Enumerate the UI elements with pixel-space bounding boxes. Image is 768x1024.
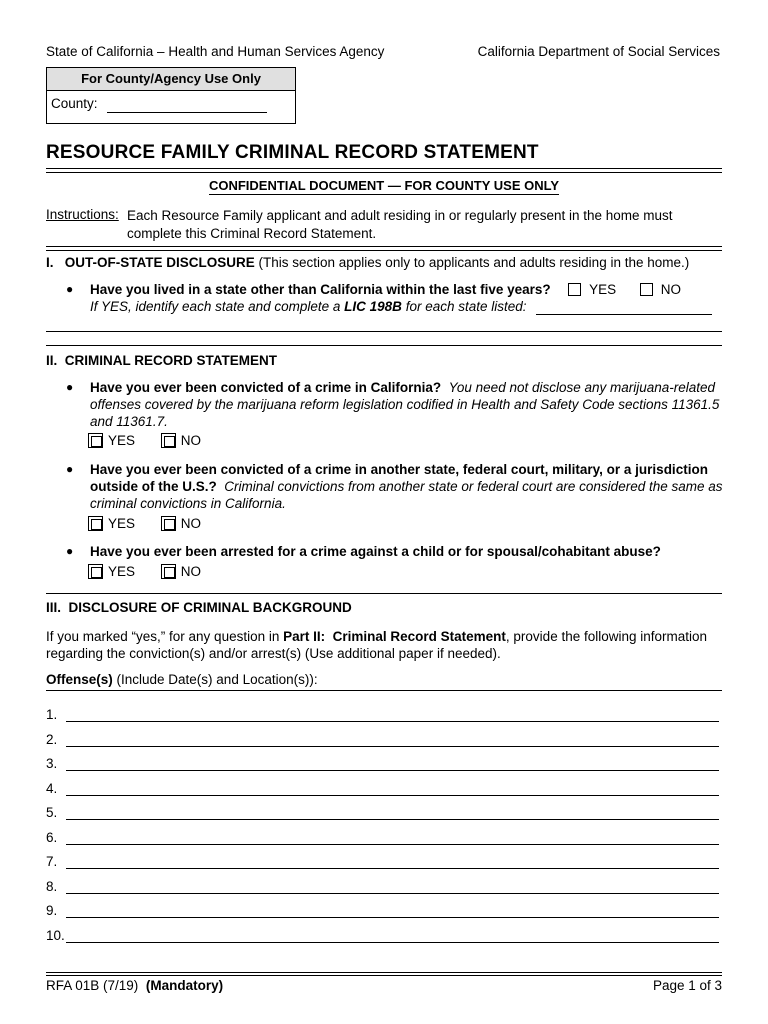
offense-input-line[interactable]: [66, 721, 719, 722]
lived-no-option[interactable]: NO: [640, 282, 681, 297]
title-rule: [46, 168, 722, 169]
county-field[interactable]: [47, 91, 295, 117]
question-other-conviction: Have you ever been convicted of a crime in another state, federal court, military, or a jurisdiction outside of the U.S.? Criminal convictions from another state or federal court are considered the same as criminal convictions in California.: [90, 462, 723, 511]
instructions-label: Instructions:: [46, 207, 119, 222]
footer-rule: [46, 972, 722, 973]
section1-followup: If YES, identify each state and complete a LIC 198B for each state listed:: [90, 298, 724, 315]
offense-line-number: 10.: [46, 927, 65, 943]
offense-line-number: 2.: [46, 731, 58, 747]
section2-heading: II. CRIMINAL RECORD STATEMENT: [46, 353, 277, 368]
lived-no-checkbox[interactable]: [640, 283, 653, 296]
offense-line-number: 7.: [46, 854, 58, 869]
offense-input-line[interactable]: [66, 746, 719, 747]
county-input-line[interactable]: [107, 112, 267, 113]
department-name: California Department of Social Services: [477, 44, 720, 59]
offense-input-line[interactable]: [66, 770, 719, 771]
other-conviction-options: YES NO: [88, 516, 223, 531]
bullet-icon: ●: [66, 380, 74, 394]
county-use-box: [46, 67, 296, 124]
section3-paragraph: If you marked “yes,” for any question in Part II: Criminal Record Statement, provide the following information regarding the conviction(s) and/or arrest(s) (Use additional paper if needed).: [46, 629, 708, 661]
offense-input-line[interactable]: [66, 844, 719, 845]
offense-line-number: 9.: [46, 903, 58, 918]
offense-line-number: 6.: [46, 829, 58, 845]
offense-input-line[interactable]: [66, 819, 719, 820]
offense-line-number: 3.: [46, 756, 58, 771]
arrest-options: YES NO: [88, 564, 223, 579]
section1-heading: I. OUT-OF-STATE DISCLOSURE (This section applies only to applicants and adults residing in the home.): [46, 255, 690, 270]
states-input-line[interactable]: [536, 314, 712, 315]
lived-yes-option[interactable]: YES: [568, 282, 620, 297]
offense-rule: [46, 690, 722, 691]
section1-question: Have you lived in a state other than California within the last five years? YES NO: [90, 282, 681, 297]
section-rule-2: [46, 250, 722, 251]
section3-heading: III. DISCLOSURE OF CRIMINAL BACKGROUND: [46, 600, 352, 615]
ca-conviction-yes-checkbox[interactable]: [88, 433, 103, 448]
question-ca-conviction: Have you ever been convicted of a crime in California? You need not disclose any marijuana-related offenses covered by the marijuana reform legislation codified in Health and Safety Code sections 11361.5 and 11361.7.: [90, 380, 720, 429]
offense-input-line[interactable]: [66, 942, 719, 943]
offense-line-number: 4.: [46, 780, 58, 796]
bullet-icon: ●: [66, 462, 74, 476]
arrest-yes-checkbox[interactable]: [88, 564, 103, 579]
agency-name: State of California – Health and Human Services Agency: [46, 44, 385, 59]
offense-input-line[interactable]: [66, 917, 719, 918]
county-label: County:: [51, 96, 98, 111]
bullet-icon: ●: [66, 282, 74, 296]
offense-line-number: 8.: [46, 878, 58, 894]
instructions-text: Each Resource Family applicant and adult residing in or regularly present in the home must complete this Criminal Record Statement.: [127, 208, 673, 241]
offense-input-line[interactable]: [66, 868, 719, 869]
section-rule: [46, 593, 722, 594]
question-arrest: Have you ever been arrested for a crime against a child or for spousal/cohabitant abuse?: [90, 544, 661, 559]
title-rule-2: [46, 172, 722, 173]
bullet-icon: ●: [66, 544, 74, 558]
other-conviction-no-checkbox[interactable]: [161, 516, 176, 531]
other-conviction-yes-checkbox[interactable]: [88, 516, 103, 531]
confidential-notice: CONFIDENTIAL DOCUMENT — FOR COUNTY USE ONLY: [208, 178, 560, 193]
states-line-2[interactable]: [46, 331, 722, 332]
offense-input-line[interactable]: [66, 893, 719, 894]
page-title: RESOURCE FAMILY CRIMINAL RECORD STATEMENT: [46, 142, 539, 163]
arrest-no-checkbox[interactable]: [161, 564, 176, 579]
offense-line-number: 1.: [46, 707, 58, 722]
section-rule: [46, 246, 722, 247]
page-number: Page 1 of 3: [652, 978, 722, 993]
offense-line-number: 5.: [46, 805, 58, 820]
ca-conviction-options: YES NO: [88, 433, 223, 448]
lived-yes-checkbox[interactable]: [568, 283, 581, 296]
county-box-heading: For County/Agency Use Only: [47, 68, 295, 91]
ca-conviction-no-checkbox[interactable]: [161, 433, 176, 448]
offense-input-line[interactable]: [66, 795, 719, 796]
footer-rule-2: [46, 975, 722, 976]
offense-label: Offense(s) (Include Date(s) and Location(s)):: [46, 672, 318, 687]
form-id: RFA 01B (7/19) (Mandatory): [46, 978, 224, 993]
section-rule: [46, 345, 722, 346]
